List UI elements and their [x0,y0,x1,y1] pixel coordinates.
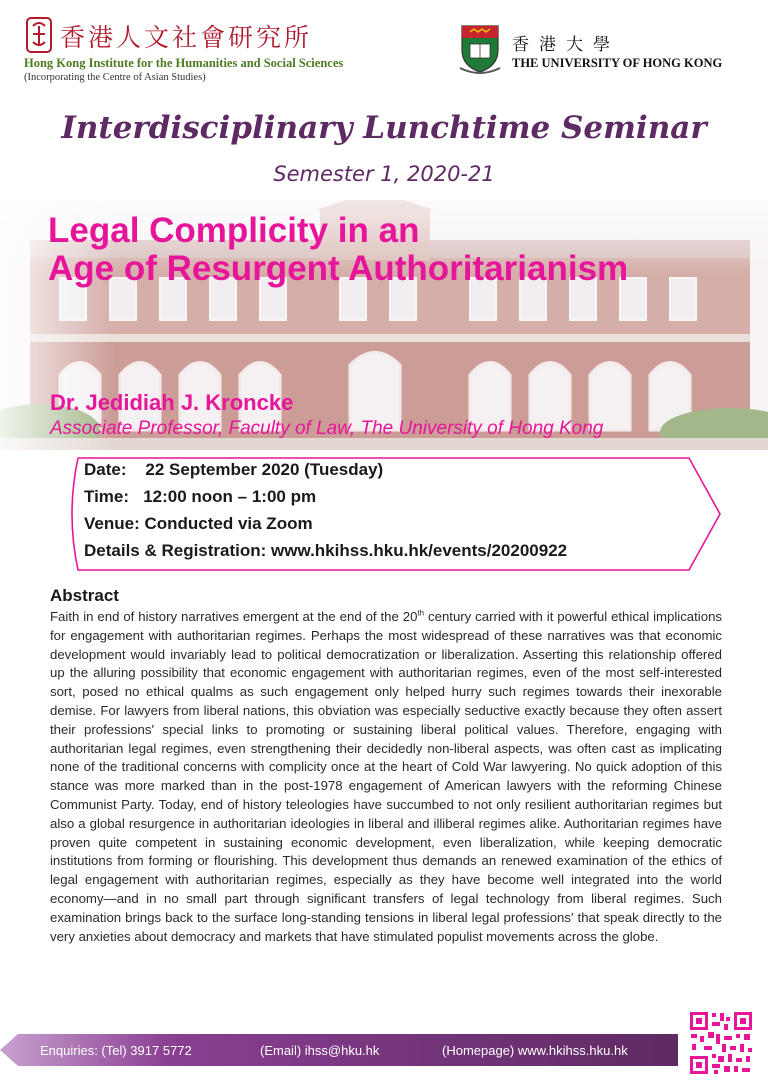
talk-title-line-2: Age of Resurgent Authoritarianism [48,249,629,288]
event-venue: Venue: Conducted via Zoom [84,514,313,533]
semester-label: Semester 1, 2020-21 [273,162,495,186]
hkihss-seal-icon [24,16,54,54]
hkihss-subtitle: (Incorporating the Centre of Asian Studies) [24,72,206,83]
hku-english-name: THE UNIVERSITY OF HONG KONG [512,56,723,70]
abstract-part-2: century carried with it powerful ethical implications for engagement with authoritarian regimes. Perhaps the most widespread of these narratives was that economic development would invariably lead to political democratization or liberalization. Asserting this relationship offered up the alluring possibility that economic engagement with authoritarian regimes, even of the most self-interested sort, posed no ethical qualms as such engagement only helped hurry such regimes towards their inexorable demise. For lawyers from liberal nations, this obviation was especially seductive exactly because they often assert their professions' special links to promoting or sustaining liberal political values. Therefore, engaging with authoritarian legal regimes, even strengthening their decidedly non-liberal aspects, was often cast as implicating none of the traditional concerns with complicity once at the heart of Cold War lawyering. No quick adoption of this stance was more marked than in the post-1978 engagement of American lawyers with the reforming Chinese Communist Party. Today, end of history teleologies have succumbed to not only resilient authoritarian regimes but also a global resurgence in authoritarian ideologies in liberal and illiberal regimes alike. Authoritarian regimes have proven quite competent in sustaining economic development, even liberalization, while keeping democratic institutions from forming or flourishing. This development thus demands an renewed examination of the ethics of legal engagement with authoritarian regimes, especially as they have become well integrated into the world economy—and in no small part through significant transfers of legal technology from liberal regimes. Such examination brings back to the surface long-standing tensions in liberal legal professions' that speak directly to the very anxieties about democracy and markets that have stimulated populist movements across the globe. [50,609,722,944]
talk-title [48,212,628,288]
abstract-heading: Abstract [50,586,119,605]
registration-link[interactable]: Details & Registration: www.hkihss.hku.hk/events/20200922 [84,541,568,560]
qr-code-icon[interactable] [688,1010,754,1076]
footer-telephone: Enquiries: (Tel) 3917 5772 [40,1043,192,1058]
event-time: Time: 12:00 noon – 1:00 pm [84,487,317,506]
speaker-name: Dr. Jedidiah J. Kroncke [50,390,294,415]
abstract-body [50,608,722,946]
talk-title-line-1: Legal Complicity in an [48,211,420,250]
footer-homepage[interactable]: (Homepage) www.hkihss.hku.hk [442,1043,628,1058]
footer-email[interactable]: (Email) ihss@hku.hk [260,1043,380,1058]
hkihss-chinese-name: 香港人文社會研究所 [60,23,313,52]
hkihss-english-name: Hong Kong Institute for the Humanities and Social Sciences [24,56,344,70]
abstract-part-1: Faith in end of history narratives emergent at the end of the 20 [50,609,418,624]
hku-chinese-name: 香港大學 [512,35,620,55]
event-date: Date: 22 September 2020 (Tuesday) [84,460,384,479]
hku-crest-icon [458,22,502,76]
speaker-affiliation: Associate Professor, Faculty of Law, The University of Hong Kong [50,418,604,439]
abstract-superscript: th [417,608,425,618]
seminar-title: Interdisciplinary Lunchtime Seminar [61,110,707,146]
